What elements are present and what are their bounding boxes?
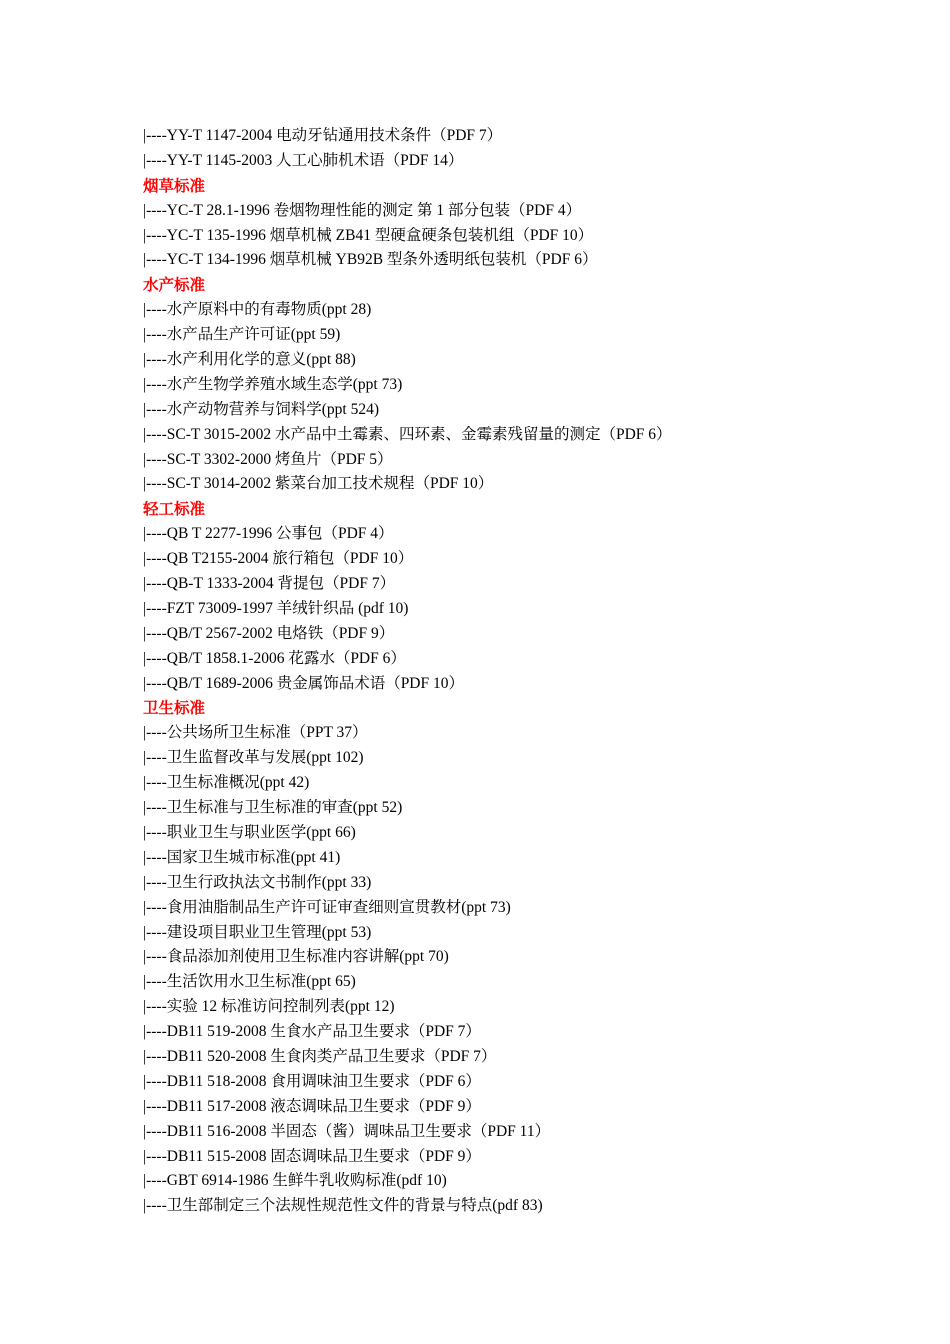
- list-item: |----SC-T 3015-2002 水产品中土霉素、四环素、金霉素残留量的测定（PDF 6）: [143, 425, 672, 443]
- list-item: |----水产动物营养与饲料学(ppt 524): [143, 400, 380, 418]
- document-page: [143, 124, 903, 1219]
- list-item: |----SC-T 3014-2002 紫菜台加工技术规程（PDF 10）: [143, 475, 494, 493]
- section: [143, 696, 903, 1219]
- list-item: |----FZT 73009-1997 羊绒针织品 (pdf 10): [143, 599, 409, 617]
- section: [143, 273, 903, 497]
- section: [143, 174, 903, 274]
- list-item: |----QB/T 1689-2006 贵金属饰品术语（PDF 10）: [143, 674, 464, 692]
- list-item: |----国家卫生城市标准(ppt 41): [143, 848, 341, 866]
- list-item: |----建设项目职业卫生管理(ppt 53): [143, 923, 372, 941]
- list-item: |----公共场所卫生标准（PPT 37）: [143, 724, 368, 742]
- section-heading: 水产标准: [143, 276, 206, 295]
- list-item: |----水产生物学养殖水域生态学(ppt 73): [143, 375, 403, 393]
- list-item: |----YC-T 135-1996 烟草机械 ZB41 型硬盒硬条包装机组（PDF 10）: [143, 226, 594, 244]
- list-item: |----QB T 2277-1996 公事包（PDF 4）: [143, 525, 394, 543]
- list-item: |----食品添加剂使用卫生标准内容讲解(ppt 70): [143, 948, 449, 966]
- list-item: |----QB T2155-2004 旅行箱包（PDF 10）: [143, 550, 414, 568]
- list-item: |----水产品生产许可证(ppt 59): [143, 326, 341, 344]
- list-item: |----职业卫生与职业医学(ppt 66): [143, 823, 356, 841]
- list-item: |----DB11 517-2008 液态调味品卫生要求（PDF 9）: [143, 1097, 481, 1115]
- list-item: |----YY-T 1147-2004 电动牙钻通用技术条件（PDF 7）: [143, 127, 503, 144]
- list-item: |----DB11 520-2008 生食肉类产品卫生要求（PDF 7）: [143, 1047, 497, 1065]
- list-item: |----卫生标准与卫生标准的审查(ppt 52): [143, 799, 403, 817]
- list-item: |----YY-T 1145-2003 人工心肺机术语（PDF 14）: [143, 151, 464, 169]
- section: [143, 497, 903, 696]
- list-item: |----水产利用化学的意义(ppt 88): [143, 351, 356, 369]
- list-item: |----DB11 519-2008 生食水产品卫生要求（PDF 7）: [143, 1023, 481, 1041]
- list-item: |----YC-T 134-1996 烟草机械 YB92B 型条外透明纸包装机（PDF 6）: [143, 251, 598, 269]
- list-item: |----QB-T 1333-2004 背提包（PDF 7）: [143, 575, 396, 593]
- list-item: |----QB/T 2567-2002 电烙铁（PDF 9）: [143, 624, 395, 642]
- list-item: |----DB11 515-2008 固态调味品卫生要求（PDF 9）: [143, 1147, 481, 1165]
- list-item: |----YC-T 28.1-1996 卷烟物理性能的测定 第 1 部分包装（PDF 4）: [143, 201, 582, 219]
- section-heading: 轻工标准: [143, 500, 206, 519]
- section-heading: 烟草标准: [143, 176, 206, 195]
- list-item: |----卫生标准概况(ppt 42): [143, 774, 310, 792]
- list-item: |----QB/T 1858.1-2006 花露水（PDF 6）: [143, 649, 406, 667]
- list-item: |----GBT 6914-1986 生鲜牛乳收购标准(pdf 10): [143, 1172, 447, 1190]
- list-item: |----卫生监督改革与发展(ppt 102): [143, 749, 364, 767]
- section: [143, 124, 903, 174]
- list-item: |----水产原料中的有毒物质(ppt 28): [143, 301, 372, 319]
- list-item: |----实验 12 标准访问控制列表(ppt 12): [143, 998, 395, 1016]
- list-item: |----DB11 516-2008 半固态（酱）调味品卫生要求（PDF 11）: [143, 1122, 551, 1140]
- section-heading: 卫生标准: [143, 699, 206, 718]
- list-item: |----食用油脂制品生产许可证审查细则宣贯教材(ppt 73): [143, 898, 511, 916]
- list-item: |----卫生部制定三个法规性规范性文件的背景与特点(pdf 83): [143, 1197, 543, 1215]
- list-item: |----卫生行政执法文书制作(ppt 33): [143, 873, 372, 891]
- list-item: |----生活饮用水卫生标准(ppt 65): [143, 973, 356, 991]
- list-item: |----SC-T 3302-2000 烤鱼片（PDF 5）: [143, 450, 393, 468]
- list-item: |----DB11 518-2008 食用调味油卫生要求（PDF 6）: [143, 1072, 481, 1090]
